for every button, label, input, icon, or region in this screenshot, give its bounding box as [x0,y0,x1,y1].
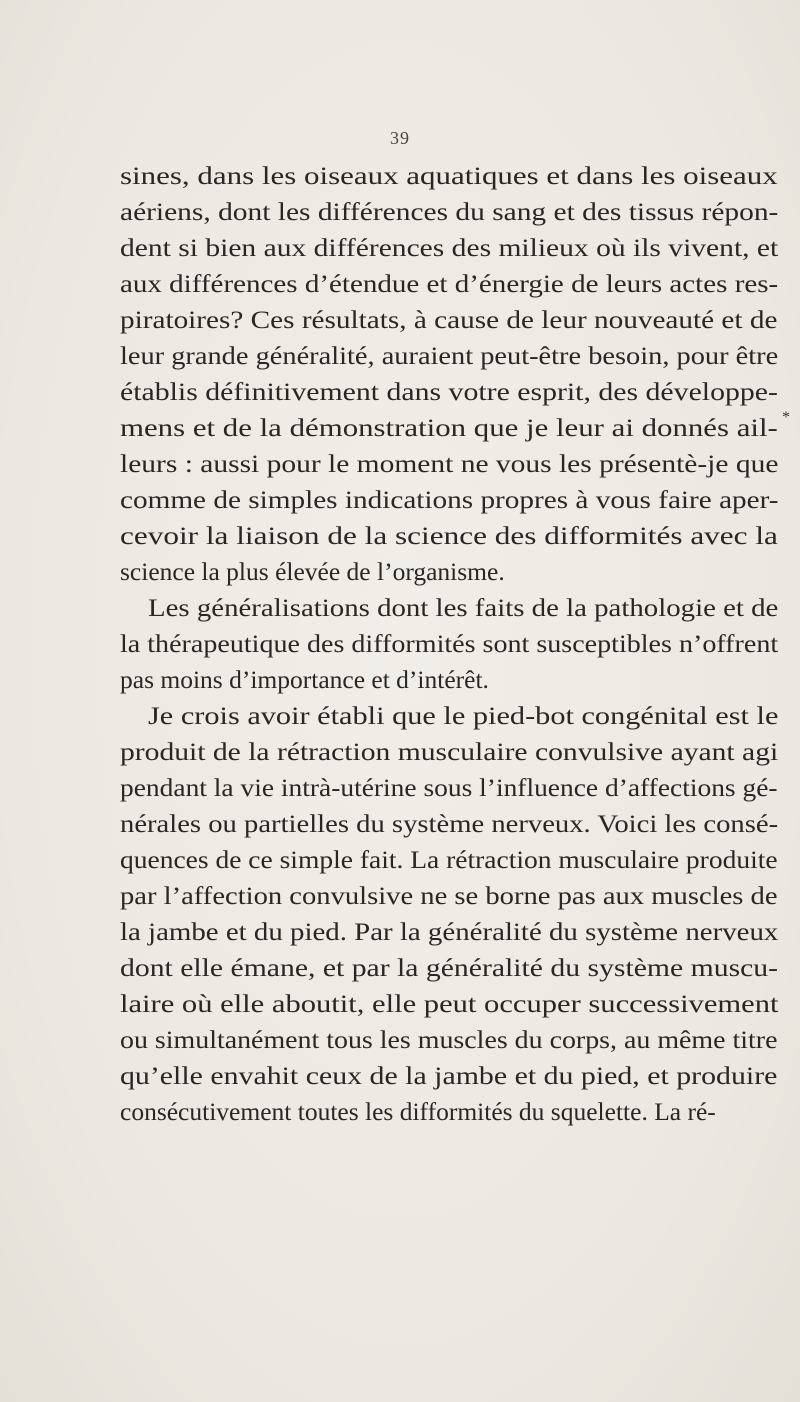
text-line: la jambe et du pied. Par la généralité du système nerveux [120,917,779,946]
text-line: cevoir la liaison de la science des difformités avec la [120,521,778,550]
text-line: leur grande généralité, auraient peut-être besoin, pour être [120,341,779,370]
text-line: dont elle émane, et par la généralité du système muscu- [120,953,779,982]
text-line: leurs : aussi pour le moment ne vous les présentè-je que [120,449,779,478]
text-line: Je crois avoir établi que le pied-bot congénital est le [148,701,779,730]
text-line: laire où elle aboutit, elle peut occuper successivement [120,989,779,1018]
text-line: établis définitivement dans votre esprit, des développe- [120,377,778,406]
text-line: aux différences d’étendue et d’énergie de leurs actes res- [120,269,779,298]
text-line: qu’elle envahit ceux de la jambe et du pied, et produire [120,1061,778,1090]
text-line: dent si bien aux différences des milieux où ils vivent, et [120,233,779,262]
margin-mark: * [782,409,790,426]
text-line: par l’affection convulsive ne se borne pas aux muscles de [120,881,778,910]
text-line: mens et de la démonstration que je leur ai donnés ail- [120,413,778,442]
text-line: consécutivement toutes les difformités du squelette. La ré- [120,1097,716,1126]
text-line: quences de ce simple fait. La rétraction musculaire produite [120,845,778,874]
text-line: aériens, dont les différences du sang et des tissus répon- [120,197,779,226]
page-number: 39 [390,128,410,148]
text-line: pas moins d’importance et d’intérêt. [120,665,489,694]
text-line: produit de la rétraction musculaire convulsive ayant agi [120,737,779,766]
text-line: Les généralisations dont les faits de la pathologie et de [148,593,779,622]
text-line: pendant la vie intrà-utérine sous l’influence d’affections gé- [120,773,778,802]
text-line: la thérapeutique des difformités sont susceptibles n’offrent [120,629,779,658]
text-line: nérales ou partielles du système nerveux. Voici les consé- [120,809,779,838]
text-line: sines, dans les oiseaux aquatiques et dans les oiseaux [120,161,778,190]
text-line: science la plus élevée de l’organisme. [120,557,505,586]
text-line: comme de simples indications propres à vous faire aper- [120,485,779,514]
text-line: piratoires? Ces résultats, à cause de leur nouveauté et de [120,305,778,334]
text-line: ou simultanément tous les muscles du corps, au même titre [120,1025,778,1054]
